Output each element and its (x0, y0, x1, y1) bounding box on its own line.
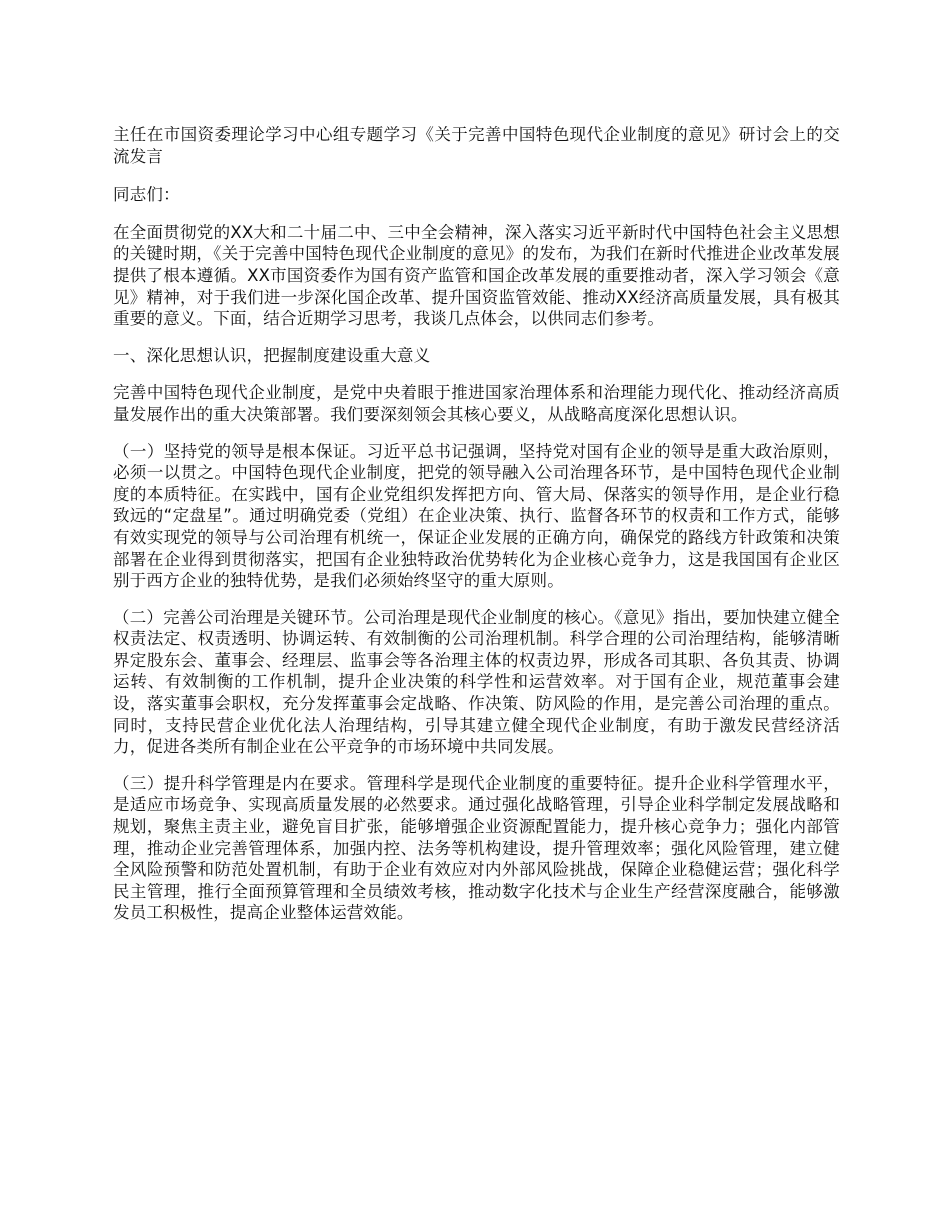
document-page (113, 124, 840, 939)
section-1-heading: 一、深化思想认识，把握制度建设重大意义 (113, 345, 431, 365)
point-3-paragraph: （三）提升科学管理是内在要求。管理科学是现代企业制度的重要特征。提升企业科学管理水平，是适应市场竞争、实现高质量发展的必然要求。通过强化战略管理，引导企业科学制定发展战略和规划，聚焦主责主业，避免盲目扩张，能够增强企业资源配置能力，提升核心竞争力；强化内部管理，推动企业完善管理体系，加强内控、法务等机构建设，提升管理效率；强化风险管理，建立健全风险预警和防范处置机制，有助于企业有效应对内外部风险挑战，保障企业稳健运营；强化科学民主管理，推行全面预算管理和全员绩效考核，推动数字化技术与企业生产经营深度融合，能够激发员工积极性，提高企业整体运营效能。 (113, 773, 840, 923)
section-1-intro-paragraph: 完善中国特色现代企业制度，是党中央着眼于推进国家治理体系和治理能力现代化、推动经济高质量发展作出的重大决策部署。我们要深刻领会其核心要义，从战略高度深化思想认识。 (113, 383, 840, 424)
point-2-paragraph: （二）完善公司治理是关键环节。公司治理是现代企业制度的核心。《意见》指出，要加快建立健全权责法定、权责透明、协调运转、有效制衡的公司治理机制。科学合理的公司治理结构，能够清晰界定股东会、董事会、经理层、监事会等各治理主体的权责边界，形成各司其职、各负其责、协调运转、有效制衡的工作机制，提升企业决策的科学性和运营效率。对于国有企业，规范董事会建设，落实董事会职权，充分发挥董事会定战略、作决策、防风险的作用，是完善公司治理的重点。同时，支持民营企业优化法人治理结构，引导其建立健全现代企业制度，有助于激发民营经济活力，促进各类所有制企业在公平竞争的市场环境中共同发展。 (113, 607, 840, 757)
greeting: 同志们： (113, 185, 180, 205)
point-1-paragraph: （一）坚持党的领导是根本保证。习近平总书记强调，坚持党对国有企业的领导是重大政治原则，必须一以贯之。中国特色现代企业制度，把党的领导融入公司治理各环节，是中国特色现代企业制度的本质特征。在实践中，国有企业党组织发挥把方向、管大局、保落实的领导作用，是企业行稳致远的“定盘星”。通过明确党委（党组）在企业决策、执行、监督各环节的权责和工作方式，能够有效实现党的领导与公司治理有机统一，保证企业发展的正确方向，确保党的路线方针政策和决策部署在企业得到贯彻落实，把国有企业独特政治优势转化为企业核心竞争力，这是我国国有企业区别于西方企业的独特优势，是我们必须始终坚守的重大原则。 (113, 441, 840, 591)
document-title: 主任在市国资委理论学习中心组专题学习《关于完善中国特色现代企业制度的意见》研讨会上的交流发言 (113, 125, 840, 166)
intro-paragraph: 在全面贯彻党的XX大和二十届二中、三中全会精神，深入落实习近平新时代中国特色社会主义思想的关键时期，《关于完善中国特色现代企业制度的意见》的发布，为我们在新时代推进企业改革发展提供了根本遵循。XX市国资委作为国有资产监管和国企改革发展的重要推动者，深入学习领会《意见》精神，对于我们进一步深化国企改革、提升国资监管效能、推动XX经济高质量发展，具有极其重要的意义。下面，结合近期学习思考，我谈几点体会，以供同志们参考。 (113, 222, 840, 329)
